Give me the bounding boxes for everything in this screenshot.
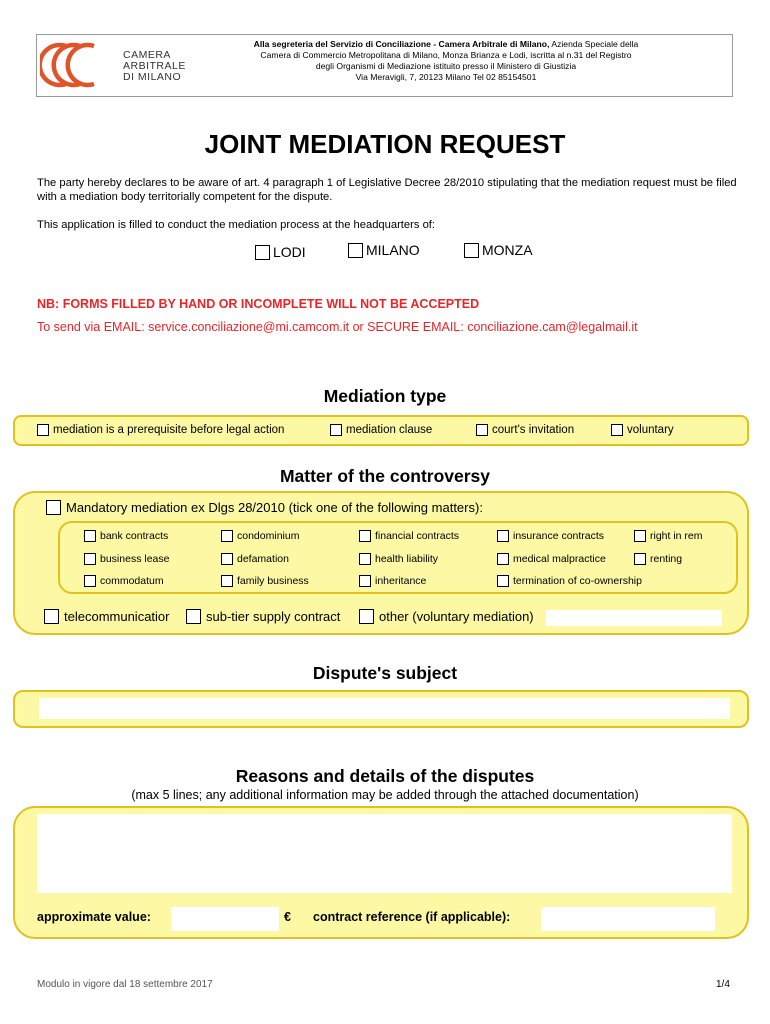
mediation-type-title: Mediation type (323, 386, 447, 406)
termination-co-ownership-checkbox[interactable] (497, 575, 509, 587)
business-lease-checkbox[interactable] (84, 553, 96, 565)
matter-financial-contracts[interactable]: financial contracts (359, 530, 459, 542)
matter-medical-malpractice[interactable]: medical malpractice (497, 553, 606, 565)
mediation-type-prerequisite[interactable]: mediation is a prerequisite before legal action (37, 424, 284, 436)
health-liability-checkbox[interactable] (359, 553, 371, 565)
declaration-text: The party hereby declares to be aware of art. 4 paragraph 1 of Legislative Decree 28/2010 stipulating that the mediation request must be filed with a mediation body territorially competent for the dispute. (37, 177, 737, 203)
matter-other-voluntary[interactable]: other (voluntary mediation) (359, 609, 544, 624)
matter-family-business[interactable]: family business (221, 575, 309, 587)
approx-value-input[interactable] (171, 907, 279, 931)
page-title: JOINT MEDIATION REQUEST (204, 129, 566, 159)
renting-checkbox[interactable] (634, 553, 646, 565)
location-option-lodi[interactable]: LODI (255, 244, 306, 260)
sub-tier-supply-checkbox[interactable] (186, 609, 201, 624)
matter-health-liability[interactable]: health liability (359, 553, 438, 565)
lodi-checkbox[interactable] (255, 245, 270, 260)
prerequisite-checkbox[interactable] (37, 424, 49, 436)
telecommunication-checkbox[interactable] (44, 609, 59, 624)
mandatory-mediation-checkbox[interactable] (46, 500, 61, 515)
header-address-line3: degli Organismi di Mediazione istituito presso il Ministero di Giustizia (315, 61, 577, 71)
matter-right-in-rem[interactable]: right in rem (634, 530, 703, 542)
header-address-line1: Alla segreteria del Servizio di Conciliazione - Camera Arbitrale di Milano, Azienda Speciale della (253, 39, 639, 49)
logo-text-line3: DI MILANO (123, 71, 182, 83)
reasons-textarea[interactable] (37, 814, 732, 893)
commodatum-checkbox[interactable] (84, 575, 96, 587)
matter-condominium[interactable]: condominium (221, 530, 299, 542)
location-option-milano[interactable]: MILANO (348, 242, 420, 258)
reasons-title: Reasons and details of the disputes (235, 766, 535, 786)
court-invitation-checkbox[interactable] (476, 424, 488, 436)
location-prompt: This application is filled to conduct the mediation process at the headquarters of: (37, 219, 436, 231)
mandatory-mediation-option[interactable]: Mandatory mediation ex Dlgs 28/2010 (tick one of the following matters): (46, 500, 483, 515)
clause-checkbox[interactable] (330, 424, 342, 436)
monza-checkbox[interactable] (464, 243, 479, 258)
email-instructions: To send via EMAIL: service.conciliazione@mi.camcom.it or SECURE EMAIL: conciliazione.cam@legalmail.it (37, 320, 638, 334)
footer-validity: Modulo in vigore dal 18 settembre 2017 (37, 979, 213, 990)
logo-text-line1: CAMERA (123, 49, 171, 61)
contract-reference-input[interactable] (541, 907, 715, 931)
logo-text-line2: ARBITRALE (123, 60, 186, 72)
contract-reference-label: contract reference (if applicable): (313, 910, 511, 924)
other-matter-input[interactable] (546, 610, 722, 626)
matter-defamation[interactable]: defamation (221, 553, 289, 565)
matter-commodatum[interactable]: commodatum (84, 575, 164, 587)
matter-renting[interactable]: renting (634, 553, 682, 565)
matter-bank-contracts[interactable]: bank contracts (84, 530, 168, 542)
matter-termination-co-ownership[interactable]: termination of co-ownership (497, 575, 642, 587)
mediation-type-clause[interactable]: mediation clause (330, 424, 432, 436)
milano-checkbox[interactable] (348, 243, 363, 258)
matter-business-lease[interactable]: business lease (84, 553, 169, 565)
medical-malpractice-checkbox[interactable] (497, 553, 509, 565)
inheritance-checkbox[interactable] (359, 575, 371, 587)
reasons-subtitle: (max 5 lines; any additional information may be added through the attached documentation) (131, 788, 639, 802)
defamation-checkbox[interactable] (221, 553, 233, 565)
warning-text: NB: FORMS FILLED BY HAND OR INCOMPLETE WILL NOT BE ACCEPTED (37, 297, 480, 311)
bank-contracts-checkbox[interactable] (84, 530, 96, 542)
matter-sub-tier-supply[interactable]: sub-tier supply contract (186, 609, 340, 624)
camera-arbitrale-logo (40, 40, 110, 90)
condominium-checkbox[interactable] (221, 530, 233, 542)
right-in-rem-checkbox[interactable] (634, 530, 646, 542)
header-address-line4: Via Meravigli, 7, 20123 Milano Tel 02 85154501 (355, 72, 537, 82)
location-option-monza[interactable]: MONZA (464, 242, 533, 258)
matter-inheritance[interactable]: inheritance (359, 575, 426, 587)
header-address-line2: Camera di Commercio Metropolitana di Milano, Monza Brianza e Lodi, iscritta al n.31 del Registro (260, 50, 632, 60)
approx-value-label: approximate value: (37, 910, 151, 924)
other-voluntary-checkbox[interactable] (359, 609, 374, 624)
voluntary-checkbox[interactable] (611, 424, 623, 436)
family-business-checkbox[interactable] (221, 575, 233, 587)
currency-symbol: € (284, 910, 291, 924)
mediation-type-court-invitation[interactable]: court's invitation (476, 424, 574, 436)
mediation-type-voluntary[interactable]: voluntary (611, 424, 674, 436)
matter-insurance-contracts[interactable]: insurance contracts (497, 530, 604, 542)
insurance-contracts-checkbox[interactable] (497, 530, 509, 542)
financial-contracts-checkbox[interactable] (359, 530, 371, 542)
dispute-subject-title: Dispute's subject (312, 663, 458, 683)
controversy-title: Matter of the controversy (279, 466, 491, 486)
page-number: 1/4 (716, 979, 730, 990)
dispute-subject-input[interactable] (39, 698, 730, 719)
matter-telecommunication[interactable]: telecommunicatior (44, 609, 180, 624)
